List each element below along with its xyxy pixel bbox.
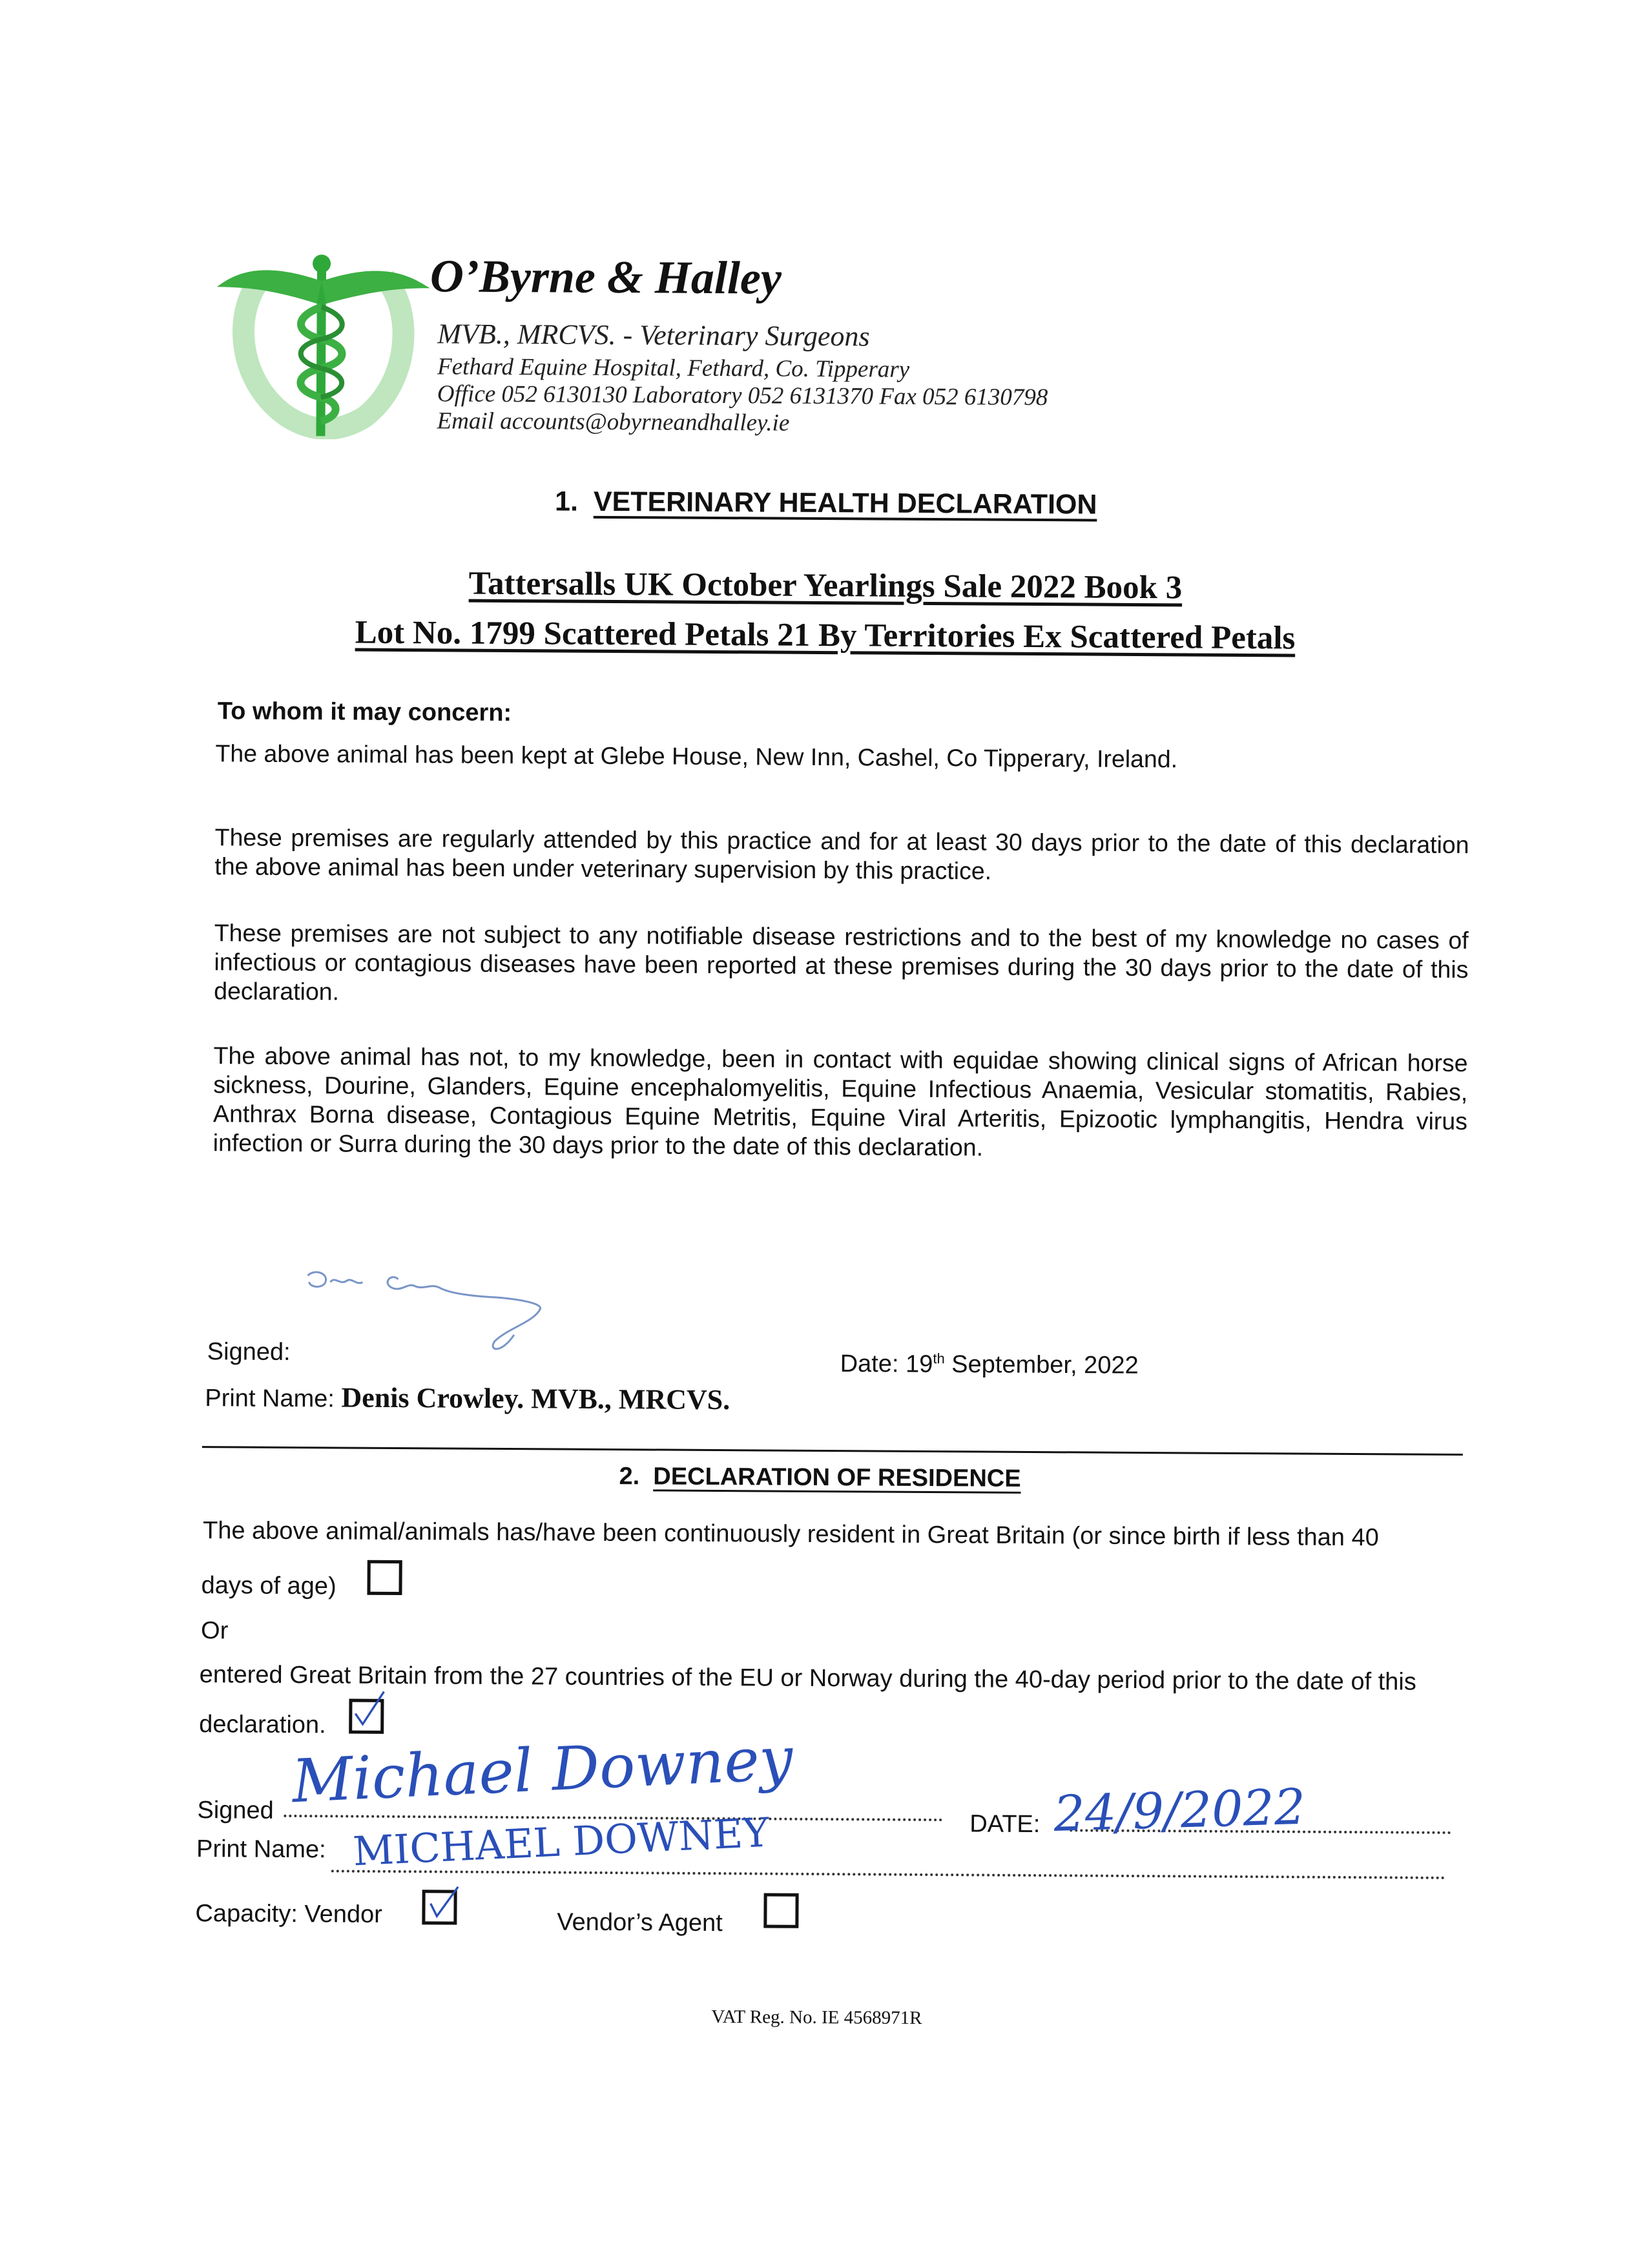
firm-address: Fethard Equine Hospital, Fethard, Co. Tipperary xyxy=(437,353,910,383)
vendor-agent-label: Vendor’s Agent xyxy=(557,1908,723,1937)
section-divider xyxy=(202,1446,1463,1456)
resident-checkbox[interactable] xyxy=(367,1560,402,1595)
capacity-vendor-label: Capacity: Vendor xyxy=(195,1900,382,1928)
declaration-paragraph: These premises are regularly attended by this practice and for at least 30 days prior to the date of this declaration the above animal has been under veterinary supervision by this practice. xyxy=(214,823,1469,885)
signed-label: Signed xyxy=(197,1797,274,1824)
section2-number: 2. xyxy=(619,1463,640,1490)
entered-statement-end: declaration. xyxy=(199,1711,326,1739)
date-label: DATE: xyxy=(969,1810,1041,1839)
vet-print-name: Print Name: Denis Crowley. MVB., MRCVS. xyxy=(205,1381,730,1416)
vendor-checkbox[interactable] xyxy=(422,1890,457,1924)
print-name-label: Print Name: xyxy=(196,1835,326,1864)
section2-heading xyxy=(0,1459,1644,1497)
vendor-agent-checkbox[interactable] xyxy=(763,1893,798,1928)
section1-heading xyxy=(3,482,1647,524)
lot-line: Lot No. 1799 Scattered Petals 21 By Territories Ex Scattered Petals xyxy=(355,614,1296,657)
declaration-paragraph: The above animal has not, to my knowledge, been in contact with equidae showing clinical signs of African horse sickness, Dourine, Glanders, Equine encephalomyelitis, Equine Infectious Anaemia, Vesicular stomatitis, Rabies, Anthrax Borna disease, Contagious Equine Metritis, Equine Viral Arteritis, Epizootic lymphangitis, Hendra virus infection or Surra during the 30 days prior to the date of this declaration. xyxy=(212,1042,1468,1161)
entered-statement: entered Great Britain from the 27 countries of the EU or Norway during the 40-day period prior to the date of this xyxy=(199,1661,1416,1696)
firm-qualifications: MVB., MRCVS. - Veterinary Surgeons xyxy=(437,318,870,353)
salutation: To whom it may concern: xyxy=(217,697,512,727)
firm-name: O’Byrne & Halley xyxy=(430,250,782,304)
declaration-date: Date: 19th September, 2022 xyxy=(840,1350,1139,1379)
sale-title: Tattersalls UK October Yearlings Sale 2022 Book 3 xyxy=(468,565,1183,606)
resident-statement-end: days of age) xyxy=(201,1572,337,1600)
tick-mark-icon xyxy=(425,1893,453,1921)
declaration-paragraph: These premises are not subject to any notifiable disease restrictions and to the best of my knowledge no cases of infectious or contagious diseases have been reported at these premises during the 30 days prior to the date of this declaration. xyxy=(214,919,1469,1005)
vat-number: VAT Reg. No. IE 4568971R xyxy=(711,2006,922,2028)
tick-mark-icon xyxy=(352,1702,380,1731)
signed-label: Signed: xyxy=(207,1338,291,1366)
or-label: Or xyxy=(200,1617,229,1645)
declaration-paragraph: The above animal has been kept at Glebe House, New Inn, Cashel, Co Tipperary, Ireland. xyxy=(215,739,1178,773)
firm-email: Email accounts@obyrneandhalley.ie xyxy=(437,407,790,437)
section2-title: DECLARATION OF RESIDENCE xyxy=(653,1463,1021,1492)
handwritten-date: 24/9/2022 xyxy=(1053,1777,1307,1842)
handwritten-print-name: MICHAEL DOWNEY xyxy=(351,1808,771,1875)
vet-signature-image xyxy=(301,1256,554,1361)
firm-phones: Office 052 6130130 Laboratory 052 6131370 Fax 052 6130798 xyxy=(437,380,1048,411)
resident-statement: The above animal/animals has/have been continuously resident in Great Britain (or since birth if less than 40 xyxy=(202,1517,1379,1552)
section1-number: 1. xyxy=(554,486,579,517)
vendor-signature: Michael Downey xyxy=(290,1724,794,1817)
caduceus-horseshoe-logo xyxy=(216,251,430,440)
section1-title: VETERINARY HEALTH DECLARATION xyxy=(593,486,1097,521)
entered-checkbox[interactable] xyxy=(349,1699,384,1734)
